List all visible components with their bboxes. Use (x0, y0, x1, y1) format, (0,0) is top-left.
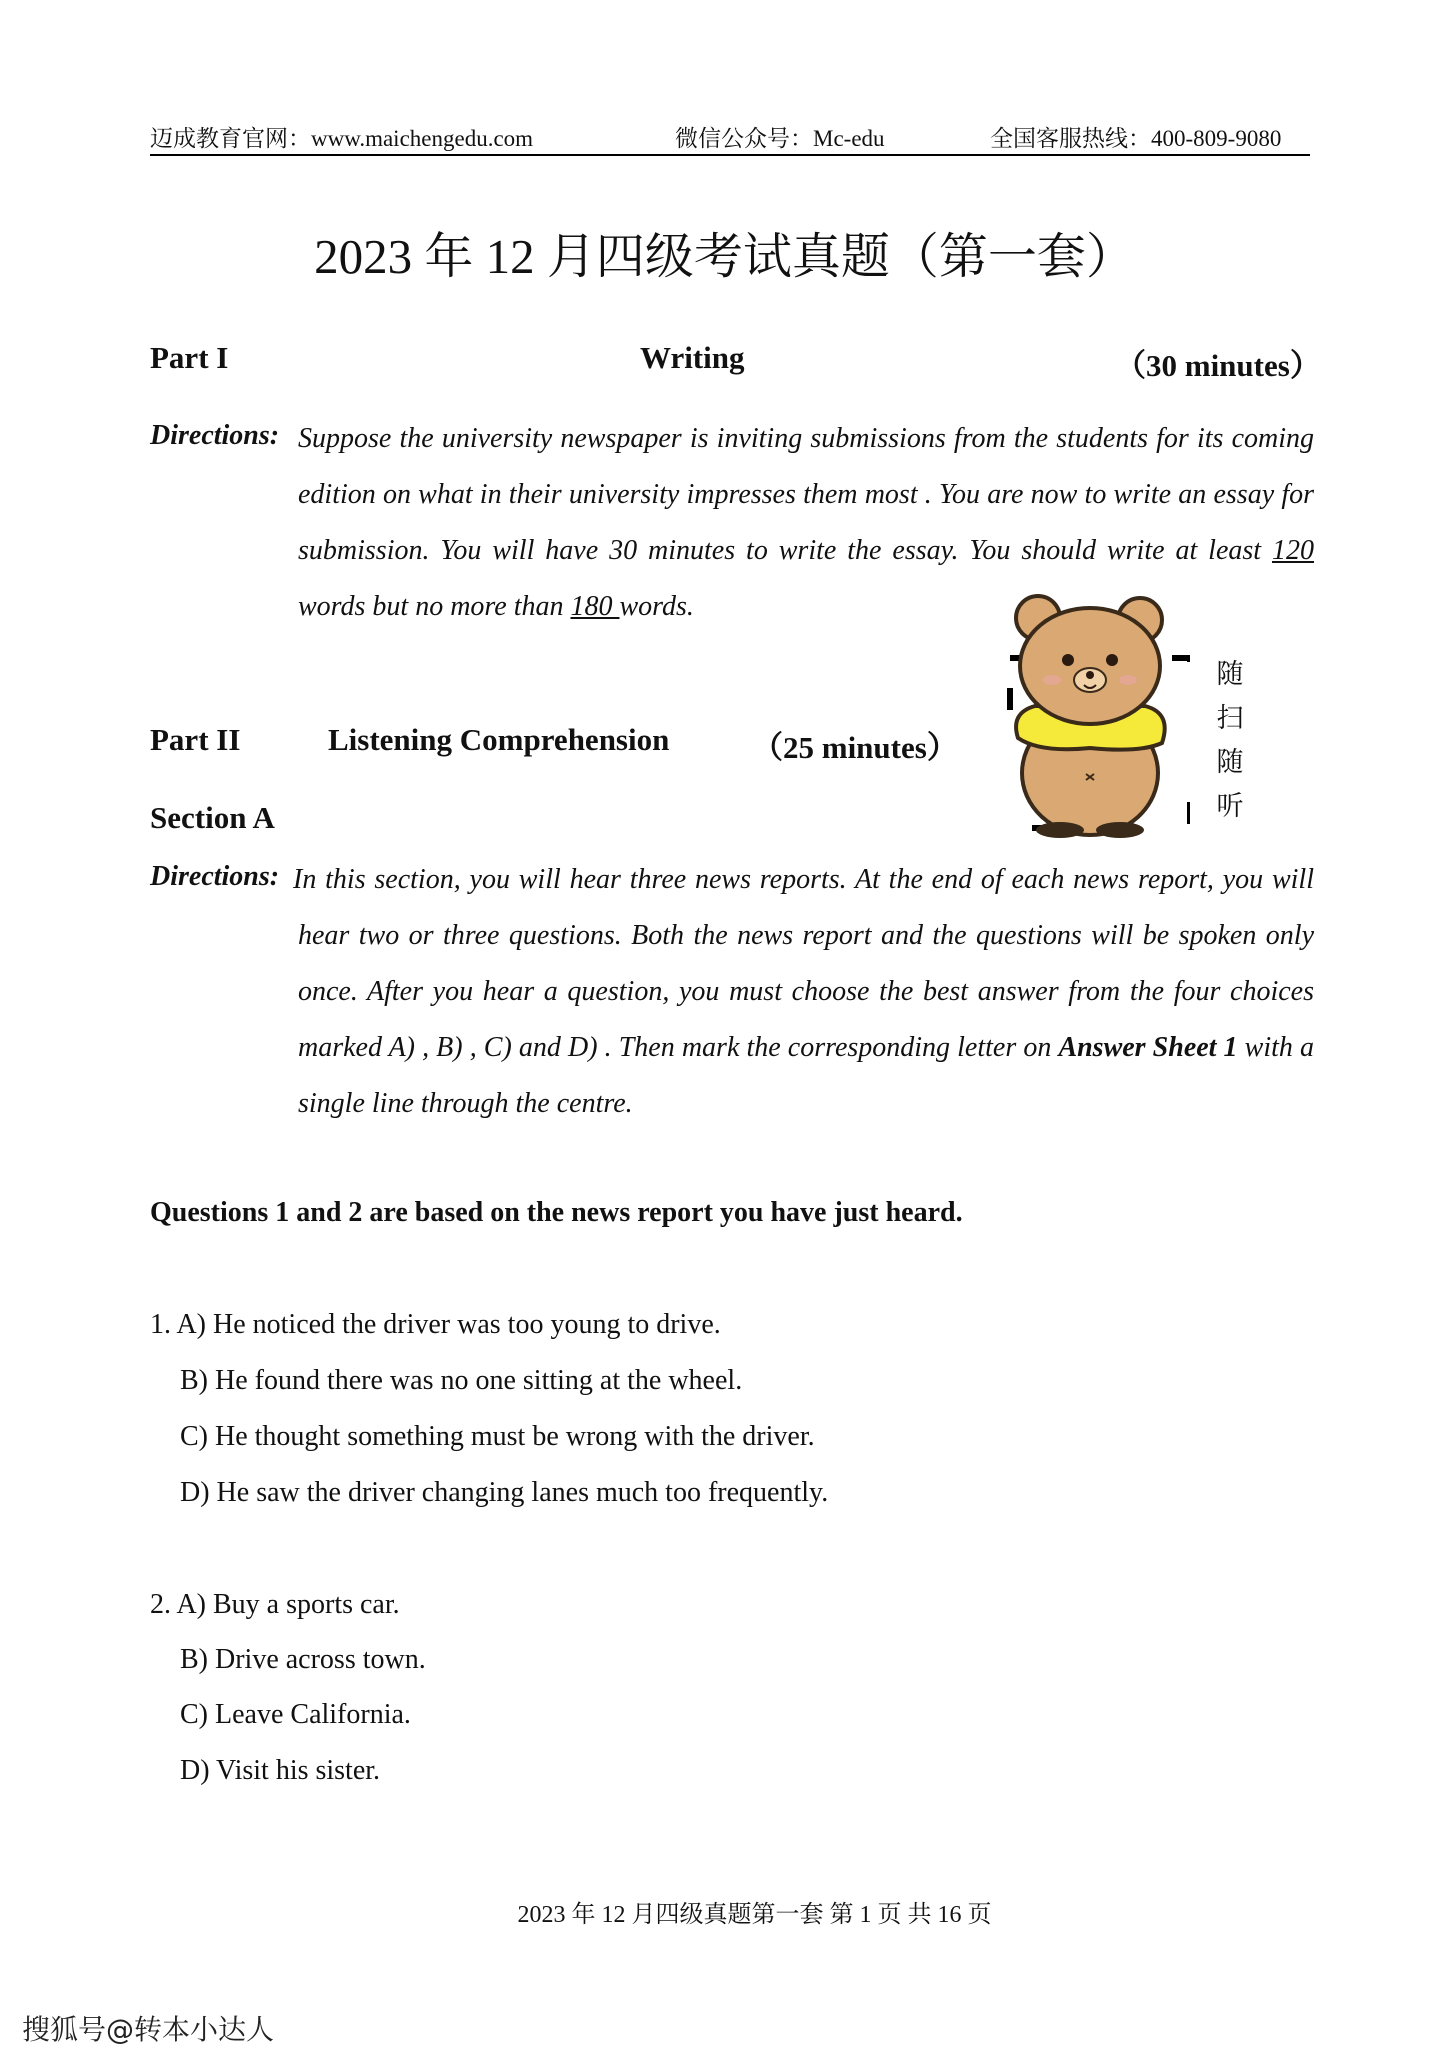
part2-label: Part II (150, 722, 241, 757)
qr-note-char: 听 (1216, 791, 1244, 821)
part1-directions-2: words but no more than (298, 591, 571, 622)
part2-name: Listening Comprehension (328, 722, 670, 757)
part2-directions-2: with a single line through the centre. (298, 1032, 1314, 1119)
answer-sheet-label: Answer Sheet 1 (1058, 1032, 1238, 1063)
question-1-option-b: B) He found there was no one sitting at the wheel. (180, 1365, 743, 1396)
part1-label: Part I (150, 340, 229, 375)
qr-scan-note (1215, 652, 1245, 828)
question-2-option-c: C) Leave California. (180, 1699, 411, 1730)
part1-directions-3: words. (619, 591, 694, 622)
question-1-option-d: D) He saw the driver changing lanes much too frequently. (180, 1477, 829, 1508)
part2-directions-1: In this section, you will hear three news reports. At the end of each news report, you will hear two or three questions. Both the news report and the questions will be spoken only once. After you hear a question, you must choose the best answer from the four choices marked A) , B) , C) and D) . Then mark the corresponding letter on (293, 864, 1314, 1063)
part1-time: （30 minutes） (1115, 348, 1321, 383)
part2-time: （25 minutes） (752, 730, 958, 765)
page-footer: 2023 年 12 月四级真题第一套 第 1 页 共 16 页 (517, 1902, 992, 1928)
header-hotline: 全国客服热线：400-809-9080 (990, 126, 1282, 151)
part2-directions-text (293, 852, 1314, 1132)
question-2-option-d: D) Visit his sister. (180, 1755, 381, 1786)
question-group-heading: Questions 1 and 2 are based on the news report you have just heard. (150, 1197, 963, 1228)
question-1-option-a: 1. A) He noticed the driver was too young to drive. (150, 1309, 721, 1340)
qr-note-char: 随 (1216, 747, 1244, 777)
section-a-title: Section A (150, 800, 275, 835)
question-2-option-b: B) Drive across town. (180, 1644, 426, 1675)
qr-note-char: 随 (1216, 659, 1244, 689)
min-words: 120 (1272, 535, 1314, 566)
part2-directions-label: Directions: (150, 861, 280, 892)
part1-directions-1: Suppose the university newspaper is inviting submissions from the students for its coming edition on what in their university impresses them most . You are now to write an essay for submission. You will have 30 minutes to write the essay. You should write at least (298, 423, 1314, 566)
page-header (150, 120, 1310, 156)
question-1-option-c: C) He thought something must be wrong with the driver. (180, 1421, 815, 1452)
part1-directions-label: Directions: (150, 420, 280, 451)
part1-name: Writing (640, 340, 745, 375)
watermark: 搜狐号@转本小达人 (22, 2013, 275, 2046)
header-wechat: 微信公众号：Mc-edu (675, 126, 885, 151)
max-words: 180 (570, 591, 620, 622)
question-2-option-a: 2. A) Buy a sports car. (150, 1589, 400, 1620)
bear-mascot-image (990, 588, 1190, 840)
header-website: 迈成教育官网：www.maichengedu.com (150, 126, 534, 151)
page-title: 2023 年 12 月四级考试真题（第一套） (314, 229, 1135, 284)
qr-note-char: 扫 (1216, 703, 1244, 733)
